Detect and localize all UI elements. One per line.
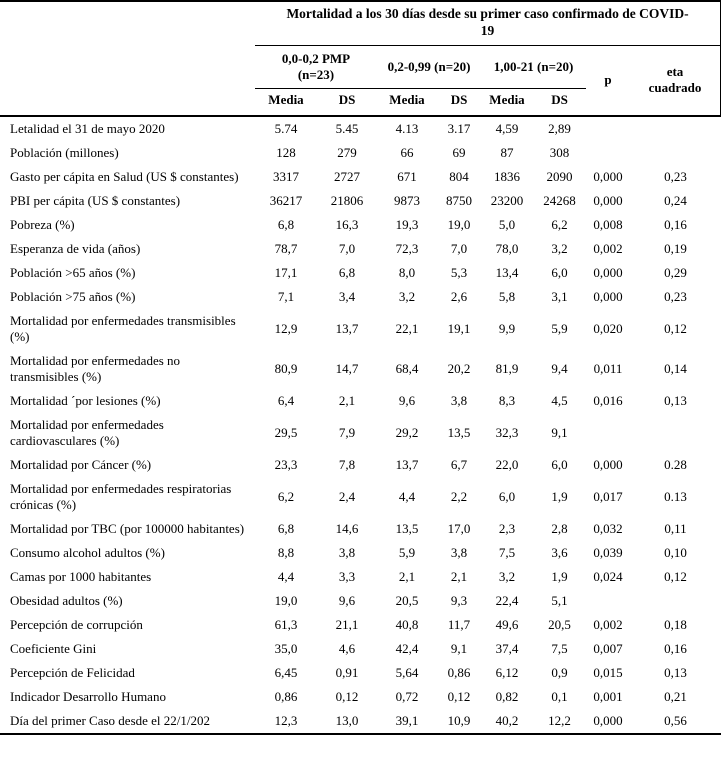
cell-media-3: 40,2 — [495, 712, 519, 728]
cell-p: 0,015 — [593, 664, 623, 680]
cell-ds-3: 1,9 — [551, 488, 568, 504]
cell-media-2: 3,2 — [398, 288, 416, 304]
cell-ds-2: 2,1 — [450, 568, 468, 584]
row-label: Esperanza de vida (años) — [10, 240, 141, 256]
cell-ds-3: 1,9 — [551, 568, 568, 584]
cell-ds-1: 6,8 — [338, 264, 356, 280]
cell-media-3: 49,6 — [495, 616, 519, 632]
cell-ds-1: 7,8 — [338, 456, 356, 472]
cell-eta-cuadrado — [630, 141, 721, 165]
cell-media-1: 78,7 — [274, 240, 298, 256]
row-label: Mortalidad por Cáncer (%) — [10, 456, 152, 472]
row-label: Población >65 años (%) — [10, 264, 136, 280]
table-row — [0, 709, 721, 734]
cell-ds-3: 3,6 — [551, 544, 568, 560]
cell-ds-1: 14,7 — [335, 360, 359, 376]
cell-media-1: 6,45 — [274, 664, 298, 680]
cell-ds-1: 13,7 — [335, 320, 359, 336]
table-row — [0, 309, 721, 349]
cell-ds-3: 2,89 — [548, 120, 571, 136]
cell-p: 0,008 — [593, 216, 623, 232]
cell-media-2: 20,5 — [395, 592, 419, 608]
cell-ds-3: 6,0 — [551, 264, 568, 280]
cell-eta-cuadrado: 0,23 — [664, 288, 687, 304]
table-body — [0, 116, 721, 734]
cell-media-3: 22,0 — [495, 456, 519, 472]
cell-media-1: 17,1 — [274, 264, 298, 280]
cell-ds-2: 0,86 — [447, 664, 471, 680]
cell-ds-2: 7,0 — [450, 240, 468, 256]
cell-media-3: 6,0 — [498, 488, 516, 504]
column-header-media-1: Media — [268, 92, 304, 108]
table-row — [0, 141, 721, 165]
cell-ds-1: 14,6 — [335, 520, 359, 536]
cell-p — [586, 116, 630, 141]
cell-media-2: 40,8 — [395, 616, 419, 632]
table-row — [0, 116, 721, 141]
cell-p: 0,000 — [593, 192, 623, 208]
row-label: Mortalidad por enfermedades no transmisibles (%) — [10, 352, 181, 384]
cell-media-2: 22,1 — [395, 320, 419, 336]
column-header-p: p — [604, 72, 612, 87]
cell-media-3: 1836 — [494, 168, 520, 184]
cell-media-1: 5.74 — [274, 120, 298, 136]
table-row — [0, 413, 721, 453]
table-row — [0, 637, 721, 661]
cell-eta-cuadrado: 0,11 — [664, 520, 687, 536]
cell-ds-2: 19,0 — [447, 216, 471, 232]
cell-eta-cuadrado: 0,16 — [664, 640, 687, 656]
column-header-media-2: Media — [389, 92, 425, 108]
cell-media-3: 6,12 — [495, 664, 519, 680]
row-label: Gasto per cápita en Salud (US $ constantes) — [10, 168, 239, 184]
corner-empty-cell — [0, 89, 255, 116]
cell-media-2: 42,4 — [395, 640, 419, 656]
cell-eta-cuadrado: 0.13 — [664, 488, 687, 504]
cell-ds-3: 12,2 — [548, 712, 571, 728]
cell-p — [586, 413, 630, 453]
column-header-media-3: Media — [489, 92, 525, 108]
cell-media-1: 0,86 — [274, 688, 298, 704]
cell-media-2: 0,72 — [395, 688, 419, 704]
cell-media-2: 66 — [400, 144, 414, 160]
row-label: PBI per cápita (US $ constantes) — [10, 192, 181, 208]
cell-media-2: 19,3 — [395, 216, 419, 232]
cell-ds-1: 7,0 — [338, 240, 356, 256]
column-group-3: 1,00-21 (n=20) — [481, 45, 586, 89]
cell-ds-3: 9,4 — [551, 360, 568, 376]
cell-eta-cuadrado: 0,12 — [664, 320, 687, 336]
cell-media-1: 12,9 — [274, 320, 298, 336]
cell-ds-2: 6,7 — [450, 456, 468, 472]
cell-ds-1: 21,1 — [335, 616, 359, 632]
cell-media-2: 671 — [397, 168, 417, 184]
cell-p: 0,002 — [593, 240, 623, 256]
cell-eta-cuadrado: 0,23 — [664, 168, 687, 184]
column-group-1: 0,0-0,2 PMP (n=23) — [255, 45, 377, 89]
cell-ds-2: 20,2 — [447, 360, 471, 376]
table-row — [0, 285, 721, 309]
cell-ds-1: 13,0 — [335, 712, 359, 728]
cell-ds-1: 3,3 — [338, 568, 356, 584]
corner-empty-cell — [0, 45, 255, 89]
corner-empty-cell — [0, 1, 255, 45]
table-row — [0, 661, 721, 685]
cell-media-3: 23200 — [490, 192, 524, 208]
table-row — [0, 389, 721, 413]
cell-media-3: 8,3 — [498, 392, 516, 408]
cell-ds-3: 0,1 — [551, 688, 568, 704]
row-label: Mortalidad por enfermedades cardiovasculares (%) — [10, 416, 164, 448]
cell-media-2: 39,1 — [395, 712, 419, 728]
table-header — [0, 1, 721, 116]
row-label: Pobreza (%) — [10, 216, 75, 232]
cell-ds-1: 4,6 — [338, 640, 356, 656]
cell-media-2: 13,5 — [395, 520, 419, 536]
cell-ds-3: 4,5 — [551, 392, 568, 408]
cell-media-1: 12,3 — [274, 712, 298, 728]
cell-ds-1: 3,8 — [338, 544, 356, 560]
cell-eta-cuadrado: 0,12 — [664, 568, 687, 584]
cell-ds-1: 2727 — [334, 168, 360, 184]
cell-media-2: 9873 — [394, 192, 420, 208]
cell-eta-cuadrado: 0.28 — [664, 456, 687, 472]
cell-eta-cuadrado: 0,13 — [664, 664, 687, 680]
cell-ds-1: 2,1 — [338, 392, 356, 408]
cell-media-2: 8,0 — [398, 264, 416, 280]
cell-p: 0,001 — [593, 688, 623, 704]
cell-p: 0,007 — [593, 640, 623, 656]
cell-eta-cuadrado: 0,19 — [664, 240, 687, 256]
cell-ds-3: 9,1 — [551, 424, 568, 440]
cell-ds-2: 3,8 — [450, 392, 468, 408]
cell-media-2: 5,9 — [398, 544, 416, 560]
cell-media-3: 22,4 — [495, 592, 519, 608]
cell-p — [586, 589, 630, 613]
cell-ds-3: 20,5 — [548, 616, 571, 632]
cell-p: 0,024 — [593, 568, 623, 584]
cell-ds-2: 69 — [452, 144, 466, 160]
cell-p: 0,020 — [593, 320, 623, 336]
cell-media-1: 4,4 — [277, 568, 295, 584]
cell-ds-2: 17,0 — [447, 520, 471, 536]
cell-ds-2: 3.17 — [447, 120, 471, 136]
cell-ds-1: 21806 — [330, 192, 364, 208]
cell-p: 0,016 — [593, 392, 623, 408]
cell-p: 0,000 — [593, 456, 623, 472]
cell-eta-cuadrado — [630, 116, 721, 141]
table-row — [0, 565, 721, 589]
cell-media-1: 36217 — [269, 192, 303, 208]
row-label: Percepción de Felicidad — [10, 664, 135, 680]
cell-p: 0,039 — [593, 544, 623, 560]
cell-ds-3: 308 — [549, 144, 570, 160]
cell-p: 0,000 — [593, 288, 623, 304]
cell-ds-1: 279 — [337, 144, 357, 160]
cell-ds-2: 10,9 — [447, 712, 471, 728]
cell-ds-1: 2,4 — [338, 488, 356, 504]
cell-ds-3: 6,0 — [551, 456, 568, 472]
column-header-ds-1: DS — [338, 92, 356, 108]
cell-media-1: 80,9 — [274, 360, 298, 376]
cell-ds-1: 3,4 — [338, 288, 356, 304]
cell-ds-1: 5.45 — [335, 120, 359, 136]
cell-media-2: 9,6 — [398, 392, 416, 408]
column-header-ds-3: DS — [551, 92, 568, 108]
cell-ds-2: 804 — [449, 168, 469, 184]
row-label: Población >75 años (%) — [10, 288, 136, 304]
cell-media-1: 6,2 — [277, 488, 295, 504]
column-group-2: 0,2-0,99 (n=20) — [377, 45, 481, 89]
cell-ds-2: 3,8 — [450, 544, 468, 560]
cell-media-1: 6,4 — [277, 392, 295, 408]
cell-ds-1: 9,6 — [338, 592, 356, 608]
row-label: Camas por 1000 habitantes — [10, 568, 152, 584]
cell-ds-2: 5,3 — [450, 264, 468, 280]
cell-media-2: 4.13 — [395, 120, 419, 136]
cell-ds-3: 6,2 — [551, 216, 568, 232]
cell-media-1: 61,3 — [274, 616, 298, 632]
cell-ds-2: 2,2 — [450, 488, 468, 504]
cell-media-3: 78,0 — [495, 240, 519, 256]
cell-p — [586, 141, 630, 165]
cell-eta-cuadrado: 0,21 — [664, 688, 687, 704]
cell-media-2: 2,1 — [398, 568, 416, 584]
row-label: Coeficiente Gini — [10, 640, 97, 656]
cell-media-1: 128 — [276, 144, 296, 160]
cell-ds-2: 13,5 — [447, 424, 471, 440]
cell-eta-cuadrado — [630, 413, 721, 453]
cell-ds-1: 7,9 — [338, 424, 356, 440]
row-label: Indicador Desarrollo Humano — [10, 688, 166, 704]
cell-ds-3: 5,9 — [551, 320, 568, 336]
table-title: Mortalidad a los 30 días desde su primer caso confirmado de COVID-19 — [255, 1, 721, 45]
cell-p: 0,017 — [593, 488, 623, 504]
cell-eta-cuadrado: 0,29 — [664, 264, 687, 280]
cell-media-1: 19,0 — [274, 592, 298, 608]
cell-media-1: 23,3 — [274, 456, 298, 472]
cell-media-2: 5,64 — [395, 664, 419, 680]
cell-eta-cuadrado: 0,24 — [664, 192, 687, 208]
table-row — [0, 613, 721, 637]
row-label: Día del primer Caso desde el 22/1/202 — [10, 712, 211, 728]
cell-ds-3: 5,1 — [551, 592, 568, 608]
cell-media-3: 4,59 — [495, 120, 519, 136]
cell-media-3: 3,2 — [498, 568, 516, 584]
cell-eta-cuadrado: 0,10 — [664, 544, 687, 560]
table-row — [0, 165, 721, 189]
cell-media-2: 29,2 — [395, 424, 419, 440]
cell-media-1: 6,8 — [277, 216, 295, 232]
row-label: Mortalidad ´por lesiones (%) — [10, 392, 161, 408]
cell-ds-3: 3,2 — [551, 240, 568, 256]
row-label: Mortalidad por enfermedades respiratorias crónicas (%) — [10, 480, 232, 512]
cell-ds-3: 7,5 — [551, 640, 568, 656]
cell-media-3: 32,3 — [495, 424, 519, 440]
header-title-row — [0, 1, 721, 45]
cell-media-3: 9,9 — [498, 320, 516, 336]
row-label: Población (millones) — [10, 144, 119, 160]
cell-p: 0,011 — [593, 360, 623, 376]
table-row — [0, 453, 721, 477]
row-label: Letalidad el 31 de mayo 2020 — [10, 120, 165, 136]
header-group-row — [0, 45, 721, 89]
cell-media-2: 4,4 — [398, 488, 416, 504]
cell-p: 0,002 — [593, 616, 623, 632]
cell-ds-2: 19,1 — [447, 320, 471, 336]
cell-eta-cuadrado — [630, 589, 721, 613]
cell-ds-3: 3,1 — [551, 288, 568, 304]
cell-p: 0,032 — [593, 520, 623, 536]
cell-media-2: 13,7 — [395, 456, 419, 472]
cell-media-1: 29,5 — [274, 424, 298, 440]
cell-ds-2: 2,6 — [450, 288, 468, 304]
cell-ds-2: 0,12 — [447, 688, 471, 704]
cell-media-3: 5,8 — [498, 288, 516, 304]
cell-ds-1: 16,3 — [335, 216, 359, 232]
row-label: Consumo alcohol adultos (%) — [10, 544, 165, 560]
row-label: Mortalidad por enfermedades transmisibles (%) — [10, 312, 236, 344]
cell-p: 0,000 — [593, 168, 623, 184]
table-row — [0, 589, 721, 613]
table-row — [0, 477, 721, 517]
cell-media-1: 3317 — [273, 168, 299, 184]
column-header-ds-2: DS — [450, 92, 468, 108]
table-row — [0, 189, 721, 213]
cell-eta-cuadrado: 0,16 — [664, 216, 687, 232]
cell-ds-3: 0,9 — [551, 664, 568, 680]
cell-media-3: 2,3 — [498, 520, 516, 536]
cell-media-3: 0,82 — [495, 688, 519, 704]
table-row — [0, 213, 721, 237]
cell-media-1: 35,0 — [274, 640, 298, 656]
row-label: Obesidad adultos (%) — [10, 592, 123, 608]
cell-ds-3: 24268 — [543, 192, 576, 208]
cell-media-2: 72,3 — [395, 240, 419, 256]
cell-p: 0,000 — [593, 264, 623, 280]
cell-media-1: 8,8 — [277, 544, 295, 560]
cell-media-3: 37,4 — [495, 640, 519, 656]
cell-p: 0,000 — [593, 712, 623, 728]
table-row — [0, 237, 721, 261]
table-row — [0, 685, 721, 709]
row-label: Mortalidad por TBC (por 100000 habitantes) — [10, 520, 245, 536]
cell-media-3: 13,4 — [495, 264, 519, 280]
cell-ds-3: 2,8 — [551, 520, 568, 536]
cell-media-2: 68,4 — [395, 360, 419, 376]
table-row — [0, 349, 721, 389]
cell-media-3: 81,9 — [495, 360, 519, 376]
column-header-eta-cuadrado: eta cuadrado — [630, 45, 721, 115]
cell-ds-2: 11,7 — [447, 616, 471, 632]
table-row — [0, 261, 721, 285]
cell-eta-cuadrado: 0,18 — [664, 616, 687, 632]
cell-eta-cuadrado: 0,13 — [664, 392, 687, 408]
cell-media-1: 6,8 — [277, 520, 295, 536]
cell-eta-cuadrado: 0,56 — [664, 712, 687, 728]
cell-ds-1: 0,91 — [335, 664, 359, 680]
cell-eta-cuadrado: 0,14 — [664, 360, 687, 376]
table-row — [0, 541, 721, 565]
cell-media-1: 7,1 — [277, 288, 295, 304]
cell-ds-2: 9,1 — [450, 640, 468, 656]
row-label: Percepción de corrupción — [10, 616, 143, 632]
cell-ds-3: 2090 — [546, 168, 573, 184]
cell-ds-2: 8750 — [446, 192, 472, 208]
cell-media-3: 5,0 — [498, 216, 516, 232]
cell-media-3: 87 — [500, 144, 514, 160]
table-row — [0, 517, 721, 541]
cell-ds-2: 9,3 — [450, 592, 468, 608]
cell-ds-1: 0,12 — [335, 688, 359, 704]
cell-media-3: 7,5 — [498, 544, 516, 560]
